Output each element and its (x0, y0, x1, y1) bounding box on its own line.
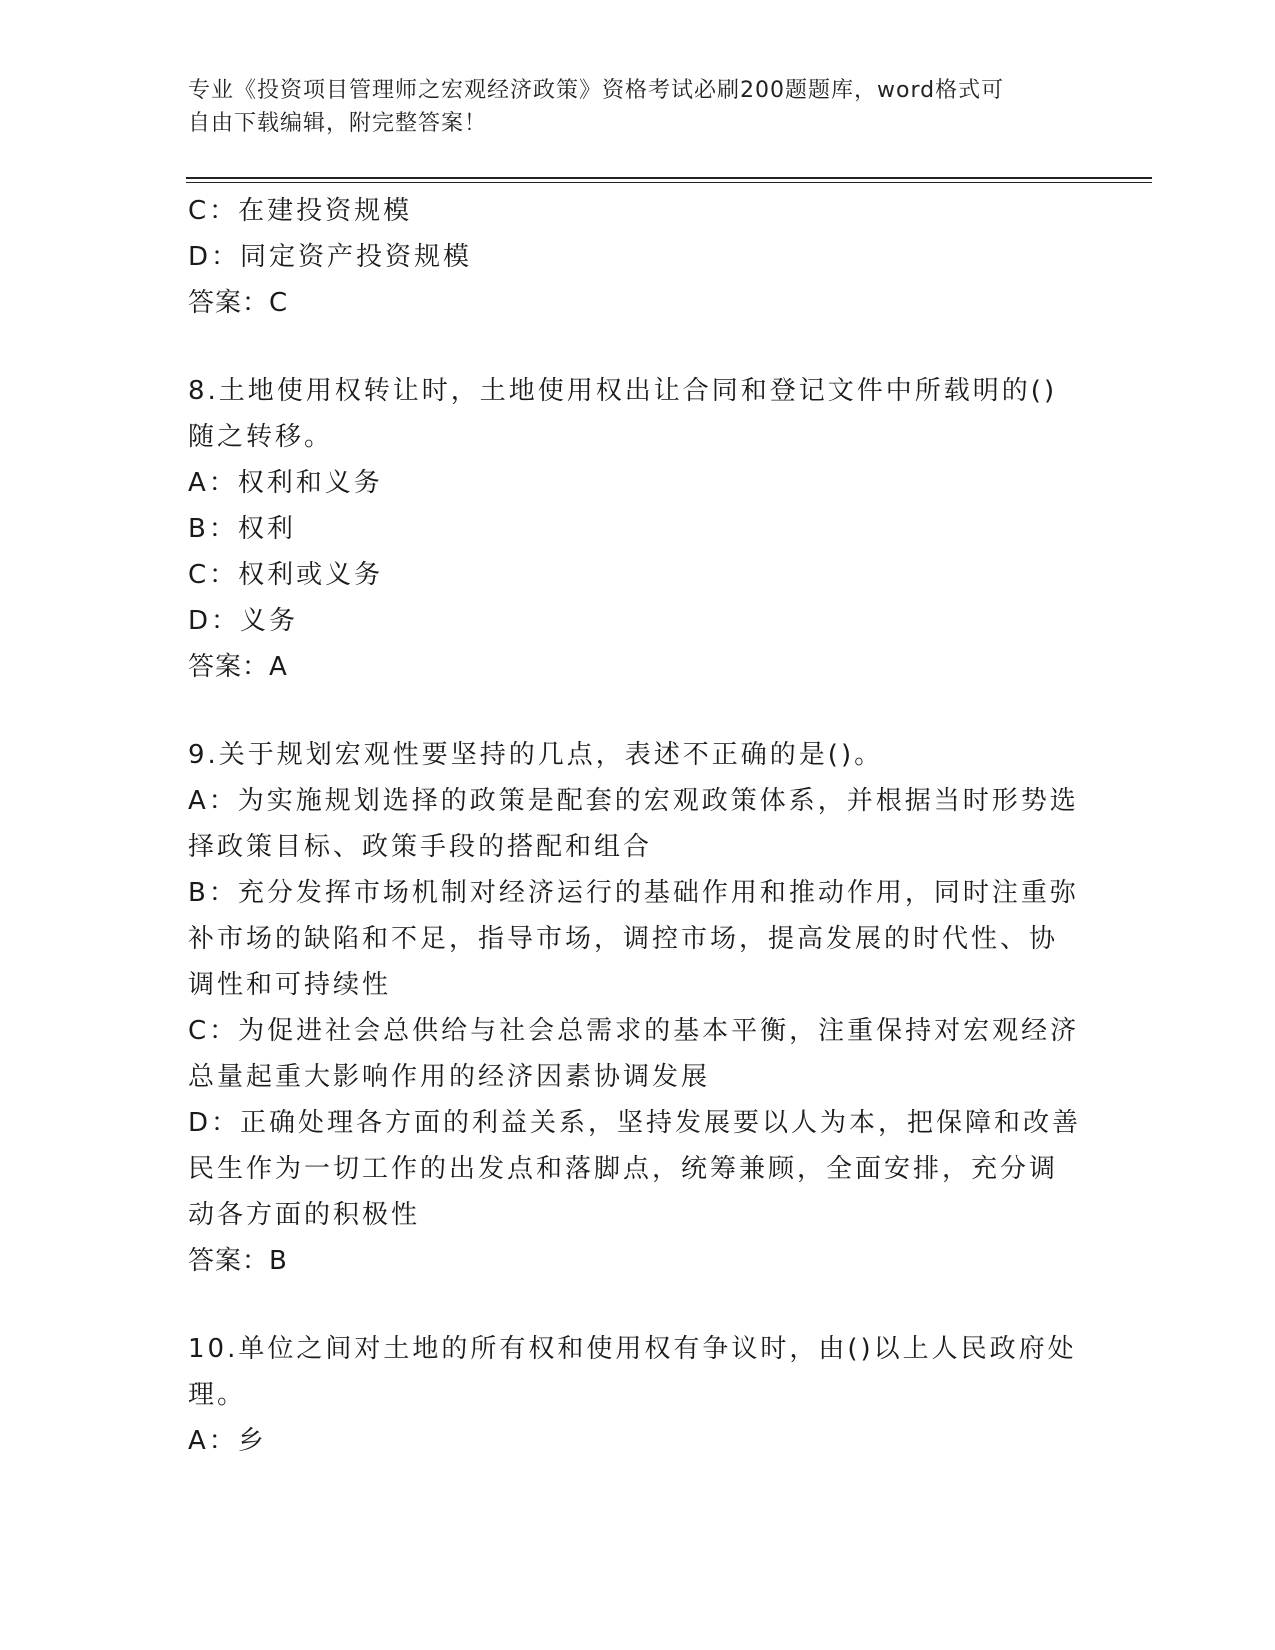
question-list (188, 188, 1088, 1464)
q10-stem-line-2: 理。 (188, 1380, 247, 1410)
spacer (188, 690, 1088, 732)
header-divider-thick (186, 177, 1152, 179)
header-line-1: 专业《投资项目管理师之宏观经济政策》资格考试必刷200题题库，word格式可 (188, 78, 1005, 103)
q8-option-c: C：权利或义务 (188, 560, 384, 590)
q8-stem-line-1: 8.土地使用权转让时，土地使用权出让合同和登记文件中所载明的() (188, 376, 1058, 406)
question-8 (188, 368, 1088, 690)
q9-stem: 9.关于规划宏观性要坚持的几点，表述不正确的是()。 (188, 740, 884, 770)
header-line-2: 自由下载编辑，附完整答案！ (188, 111, 488, 136)
q9-option-b-line-3: 调性和可持续性 (188, 970, 392, 1000)
q9-option-c-line-2: 总量起重大影响作用的经济因素协调发展 (188, 1062, 711, 1092)
q9-option-d-line-1: D：正确处理各方面的利益关系，坚持发展要以人为本，把保障和改善 (188, 1108, 1082, 1138)
question-9 (188, 732, 1088, 1284)
q8-option-a: A：权利和义务 (188, 468, 383, 498)
q10-stem-line-1: 10.单位之间对土地的所有权和使用权有争议时，由()以上人民政府处 (188, 1334, 1077, 1364)
question-10 (188, 1326, 1088, 1464)
header-divider-thin (186, 182, 1152, 183)
q10-option-a: A：乡 (188, 1426, 267, 1456)
question-7 (188, 188, 1088, 326)
q7-option-d: D：同定资产投资规模 (188, 242, 473, 272)
q8-stem-line-2: 随之转移。 (188, 422, 334, 452)
spacer (188, 1284, 1088, 1326)
q9-option-c-line-1: C：为促进社会总供给与社会总需求的基本平衡，注重保持对宏观经济 (188, 1016, 1080, 1046)
q9-option-b-line-2: 补市场的缺陷和不足，指导市场，调控市场，提高发展的时代性、协 (188, 924, 1059, 954)
q8-option-b: B：权利 (188, 514, 296, 544)
document-header (188, 74, 1068, 140)
q7-option-c: C：在建投资规模 (188, 196, 413, 226)
q9-option-b-line-1: B：充分发挥市场机制对经济运行的基础作用和推动作用，同时注重弥 (188, 878, 1079, 908)
q9-option-d-line-2: 民生作为一切工作的出发点和落脚点，统筹兼顾，全面安排，充分调 (188, 1154, 1059, 1184)
q9-option-a-line-1: A：为实施规划选择的政策是配套的宏观政策体系，并根据当时形势选 (188, 786, 1079, 816)
q8-option-d: D：义务 (188, 606, 299, 636)
q9-option-a-line-2: 择政策目标、政策手段的搭配和组合 (188, 832, 653, 862)
q7-answer: 答案：C (188, 288, 289, 318)
q8-answer: 答案：A (188, 652, 288, 682)
q9-answer: 答案：B (188, 1246, 288, 1276)
q9-option-d-line-3: 动各方面的积极性 (188, 1200, 421, 1230)
spacer (188, 326, 1088, 368)
